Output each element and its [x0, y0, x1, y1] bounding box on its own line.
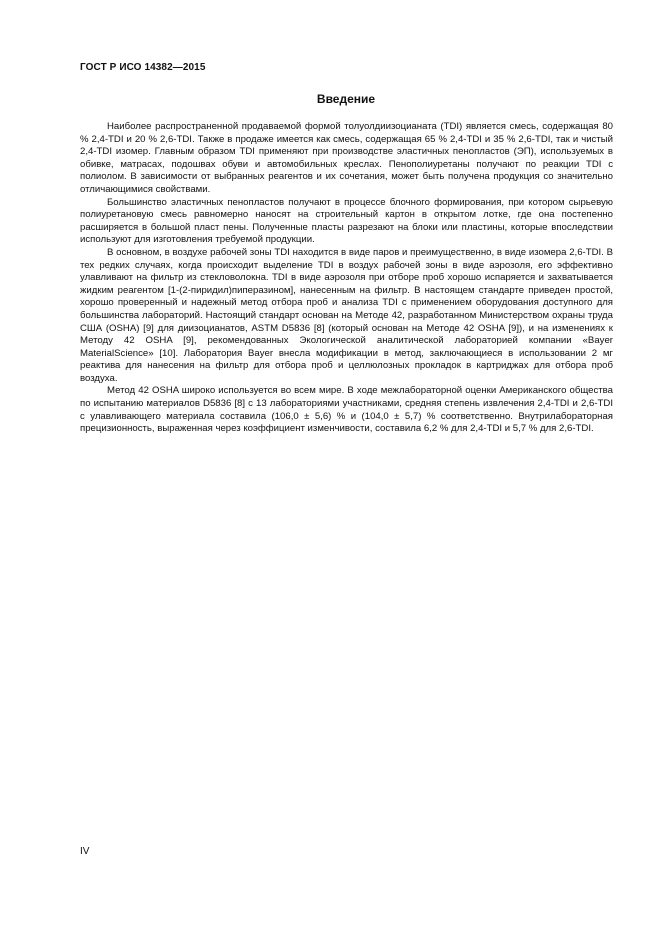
- page-number: IV: [80, 846, 90, 857]
- paragraph: Большинство эластичных пенопластов получают в процессе блочного формирования, при котором сырьевую полиуретановую смесь равномерно наносят на строительный картон в открытом лотке, где она постепенно расширяется в большой пласт пены. Полученные пласты разрезают на блоки или пластины, которые впоследствии используют для изготовления требуемой продукции.: [80, 196, 613, 246]
- document-header: ГОСТ Р ИСО 14382—2015: [80, 62, 206, 73]
- body-text: [80, 121, 613, 436]
- paragraph: Метод 42 OSHA широко используется во всем мире. В ходе межлабораторной оценки Американского общества по испытанию материалов D5836 [8] с 13 лабораториями участниками, средняя степень извлечения 2,4-TDI и 2,6-TDI с улавливающего материала составила (106,0 ± 5,6) % и (104,0 ± 5,7) % соответственно. Внутрилабораторная прецизионность, выраженная через коэффициент изменчивости, составила 6,2 % для 2,4-TDI и 5,7 % для 2,6-TDI.: [80, 385, 613, 435]
- paragraph: Наиболее распространенной продаваемой формой толуолдиизоцианата (TDI) является смесь, содержащая 80 % 2,4-TDI и 20 % 2,6-TDI. Также в продаже имеется как смесь, содержащая 65 % 2,4-TDI и 35 % 2,6-TDI, так и чистый 2,4-TDI изомер. Главным образом TDI применяют при производстве эластичных пенопластов (ЭП), используемых в обивке, матрасах, подошвах обуви и автомобильных креслах. Пенополиуретаны получают по реакции TDI с полиолом. В зависимости от выбранных реагентов и их сочетания, может быть получена продукция со значительно отличающимися свойствами.: [80, 121, 613, 195]
- paragraph: В основном, в воздухе рабочей зоны TDI находится в виде паров и преимущественно, в виде изомера 2,6-TDI. В тех редких случаях, когда происходит выделение TDI в воздух рабочей зоны в виде аэрозоля, его эффективно улавливают на фильтр из стекловолокна. TDI в виде аэрозоля при отборе проб хорошо испаряется и захватывается жидким реагентом [1-(2-пиридил)пиперазином], нанесенным на фильтр. В настоящем стандарте приведен простой, хорошо проверенный и надежный метод отбора проб и анализа TDI с применением оборудования доступного для большинства лабораторий. Настоящий стандарт основан на Методе 42, разработанном Министерством охраны труда США (OSHA) [9] для диизоцианатов, ASTM D5836 [8] (который основан на Методе 42 OSHA [9]), и на изменениях к Методу 42 OSHA [9], рекомендованных Экологической аналитической лабораторией компании «Bayer MaterialScience» [10]. Лаборатория Bayer внесла модификации в метод, заключающиеся в использовании 2 мг реактива для нанесения на фильтр для отбора проб и целлюлозных прокладок в картриджах для отбора проб воздуха.: [80, 246, 613, 384]
- section-title: Введение: [316, 92, 376, 106]
